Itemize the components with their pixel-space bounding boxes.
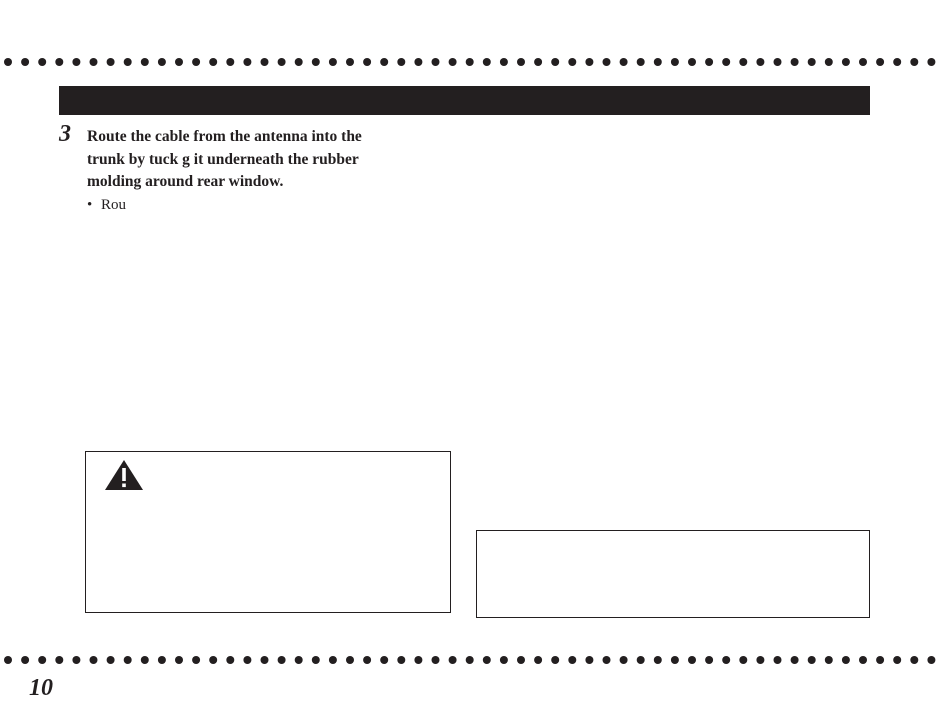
rule-dot <box>825 656 833 664</box>
rule-dot <box>791 656 799 664</box>
rule-dot <box>842 58 850 66</box>
rule-dot <box>637 656 645 664</box>
step-number: 3 <box>59 121 71 147</box>
rule-dot <box>38 58 46 66</box>
rule-dot <box>329 58 337 66</box>
rule-dot <box>243 58 251 66</box>
top-dotted-rule <box>0 56 941 68</box>
rule-dot <box>534 656 542 664</box>
rule-dot <box>124 58 132 66</box>
rule-dot <box>226 58 234 66</box>
rule-dot <box>722 58 730 66</box>
rule-dot <box>517 58 525 66</box>
rule-dot <box>466 656 474 664</box>
rule-dot <box>346 656 354 664</box>
rule-dot <box>756 656 764 664</box>
rule-dot <box>72 58 80 66</box>
rule-dot <box>449 656 457 664</box>
rule-dot <box>859 656 867 664</box>
rule-dot <box>483 58 491 66</box>
rule-dot <box>466 58 474 66</box>
rule-dot <box>483 656 491 664</box>
rule-dot <box>346 58 354 66</box>
bullet-mark: • <box>87 197 93 213</box>
page-number: 10 <box>29 675 53 701</box>
rule-dot <box>910 656 918 664</box>
rule-dot <box>55 656 63 664</box>
rule-dot <box>397 58 405 66</box>
rule-dot <box>363 656 371 664</box>
rule-dot <box>414 58 422 66</box>
rule-dot <box>380 656 388 664</box>
rule-dot <box>397 656 405 664</box>
rule-dot <box>774 58 782 66</box>
rule-dot <box>38 656 46 664</box>
rule-dot <box>876 656 884 664</box>
rule-dot <box>927 58 935 66</box>
rule-dot <box>808 58 816 66</box>
rule-dot <box>551 58 559 66</box>
rule-dot <box>791 58 799 66</box>
rule-dot <box>603 656 611 664</box>
rule-dot <box>312 58 320 66</box>
rule-dot <box>893 58 901 66</box>
rule-dot <box>141 58 149 66</box>
note-box <box>476 530 870 618</box>
rule-dot <box>4 656 12 664</box>
rule-dot <box>585 58 593 66</box>
rule-dot <box>517 656 525 664</box>
rule-dot <box>295 656 303 664</box>
rule-dot <box>432 656 440 664</box>
rule-dot <box>380 58 388 66</box>
bullet-text: Rou <box>101 197 127 213</box>
rule-dot <box>55 58 63 66</box>
rule-dot <box>688 656 696 664</box>
rule-dot <box>927 656 935 664</box>
rule-dot <box>243 656 251 664</box>
rule-dot <box>261 656 269 664</box>
rule-dot <box>90 58 98 66</box>
rule-dot <box>568 656 576 664</box>
rule-dot <box>432 58 440 66</box>
warning-triangle-icon <box>104 459 144 491</box>
rule-dot <box>722 656 730 664</box>
bottom-dotted-rule <box>0 654 941 666</box>
rule-dot <box>671 58 679 66</box>
rule-dot <box>859 58 867 66</box>
rule-dot <box>654 656 662 664</box>
rule-dot <box>209 58 217 66</box>
rule-dot <box>278 656 286 664</box>
rule-dot <box>893 656 901 664</box>
rule-dot <box>739 58 747 66</box>
rule-dot <box>774 656 782 664</box>
rule-dot <box>363 58 371 66</box>
rule-dot <box>620 58 628 66</box>
rule-dot <box>808 656 816 664</box>
rule-dot <box>603 58 611 66</box>
rule-dot <box>175 58 183 66</box>
rule-dot <box>825 58 833 66</box>
rule-dot <box>756 58 764 66</box>
rule-dot <box>654 58 662 66</box>
rule-dot <box>568 58 576 66</box>
rule-dot <box>141 656 149 664</box>
rule-dot <box>72 656 80 664</box>
rule-dot <box>876 58 884 66</box>
rule-dot <box>107 656 115 664</box>
rule-dot <box>414 656 422 664</box>
rule-dot <box>21 656 29 664</box>
rule-dot <box>90 656 98 664</box>
rule-dot <box>329 656 337 664</box>
rule-dot <box>551 656 559 664</box>
rule-dot <box>637 58 645 66</box>
rule-dot <box>312 656 320 664</box>
rule-dot <box>226 656 234 664</box>
rule-dot <box>620 656 628 664</box>
rule-dot <box>261 58 269 66</box>
rule-dot <box>107 58 115 66</box>
rule-dot <box>295 58 303 66</box>
rule-dot <box>688 58 696 66</box>
rule-dot <box>175 656 183 664</box>
step-instruction: Route the cable from the antenna into the trunk by tuck g it underneath the rubber molding around rear window. <box>87 128 362 190</box>
bullet-item <box>87 195 126 215</box>
rule-dot <box>124 656 132 664</box>
rule-dot <box>158 656 166 664</box>
rule-dot <box>278 58 286 66</box>
rule-dot <box>534 58 542 66</box>
rule-dot <box>671 656 679 664</box>
rule-dot <box>585 656 593 664</box>
rule-dot <box>21 58 29 66</box>
rule-dot <box>705 58 713 66</box>
rule-dot <box>910 58 918 66</box>
rule-dot <box>449 58 457 66</box>
rule-dot <box>500 58 508 66</box>
warning-box <box>85 451 451 613</box>
rule-dot <box>739 656 747 664</box>
section-header-bar <box>59 86 870 115</box>
rule-dot <box>209 656 217 664</box>
rule-dot <box>192 58 200 66</box>
rule-dot <box>192 656 200 664</box>
rule-dot <box>842 656 850 664</box>
rule-dot <box>4 58 12 66</box>
rule-dot <box>705 656 713 664</box>
rule-dot <box>158 58 166 66</box>
rule-dot <box>500 656 508 664</box>
